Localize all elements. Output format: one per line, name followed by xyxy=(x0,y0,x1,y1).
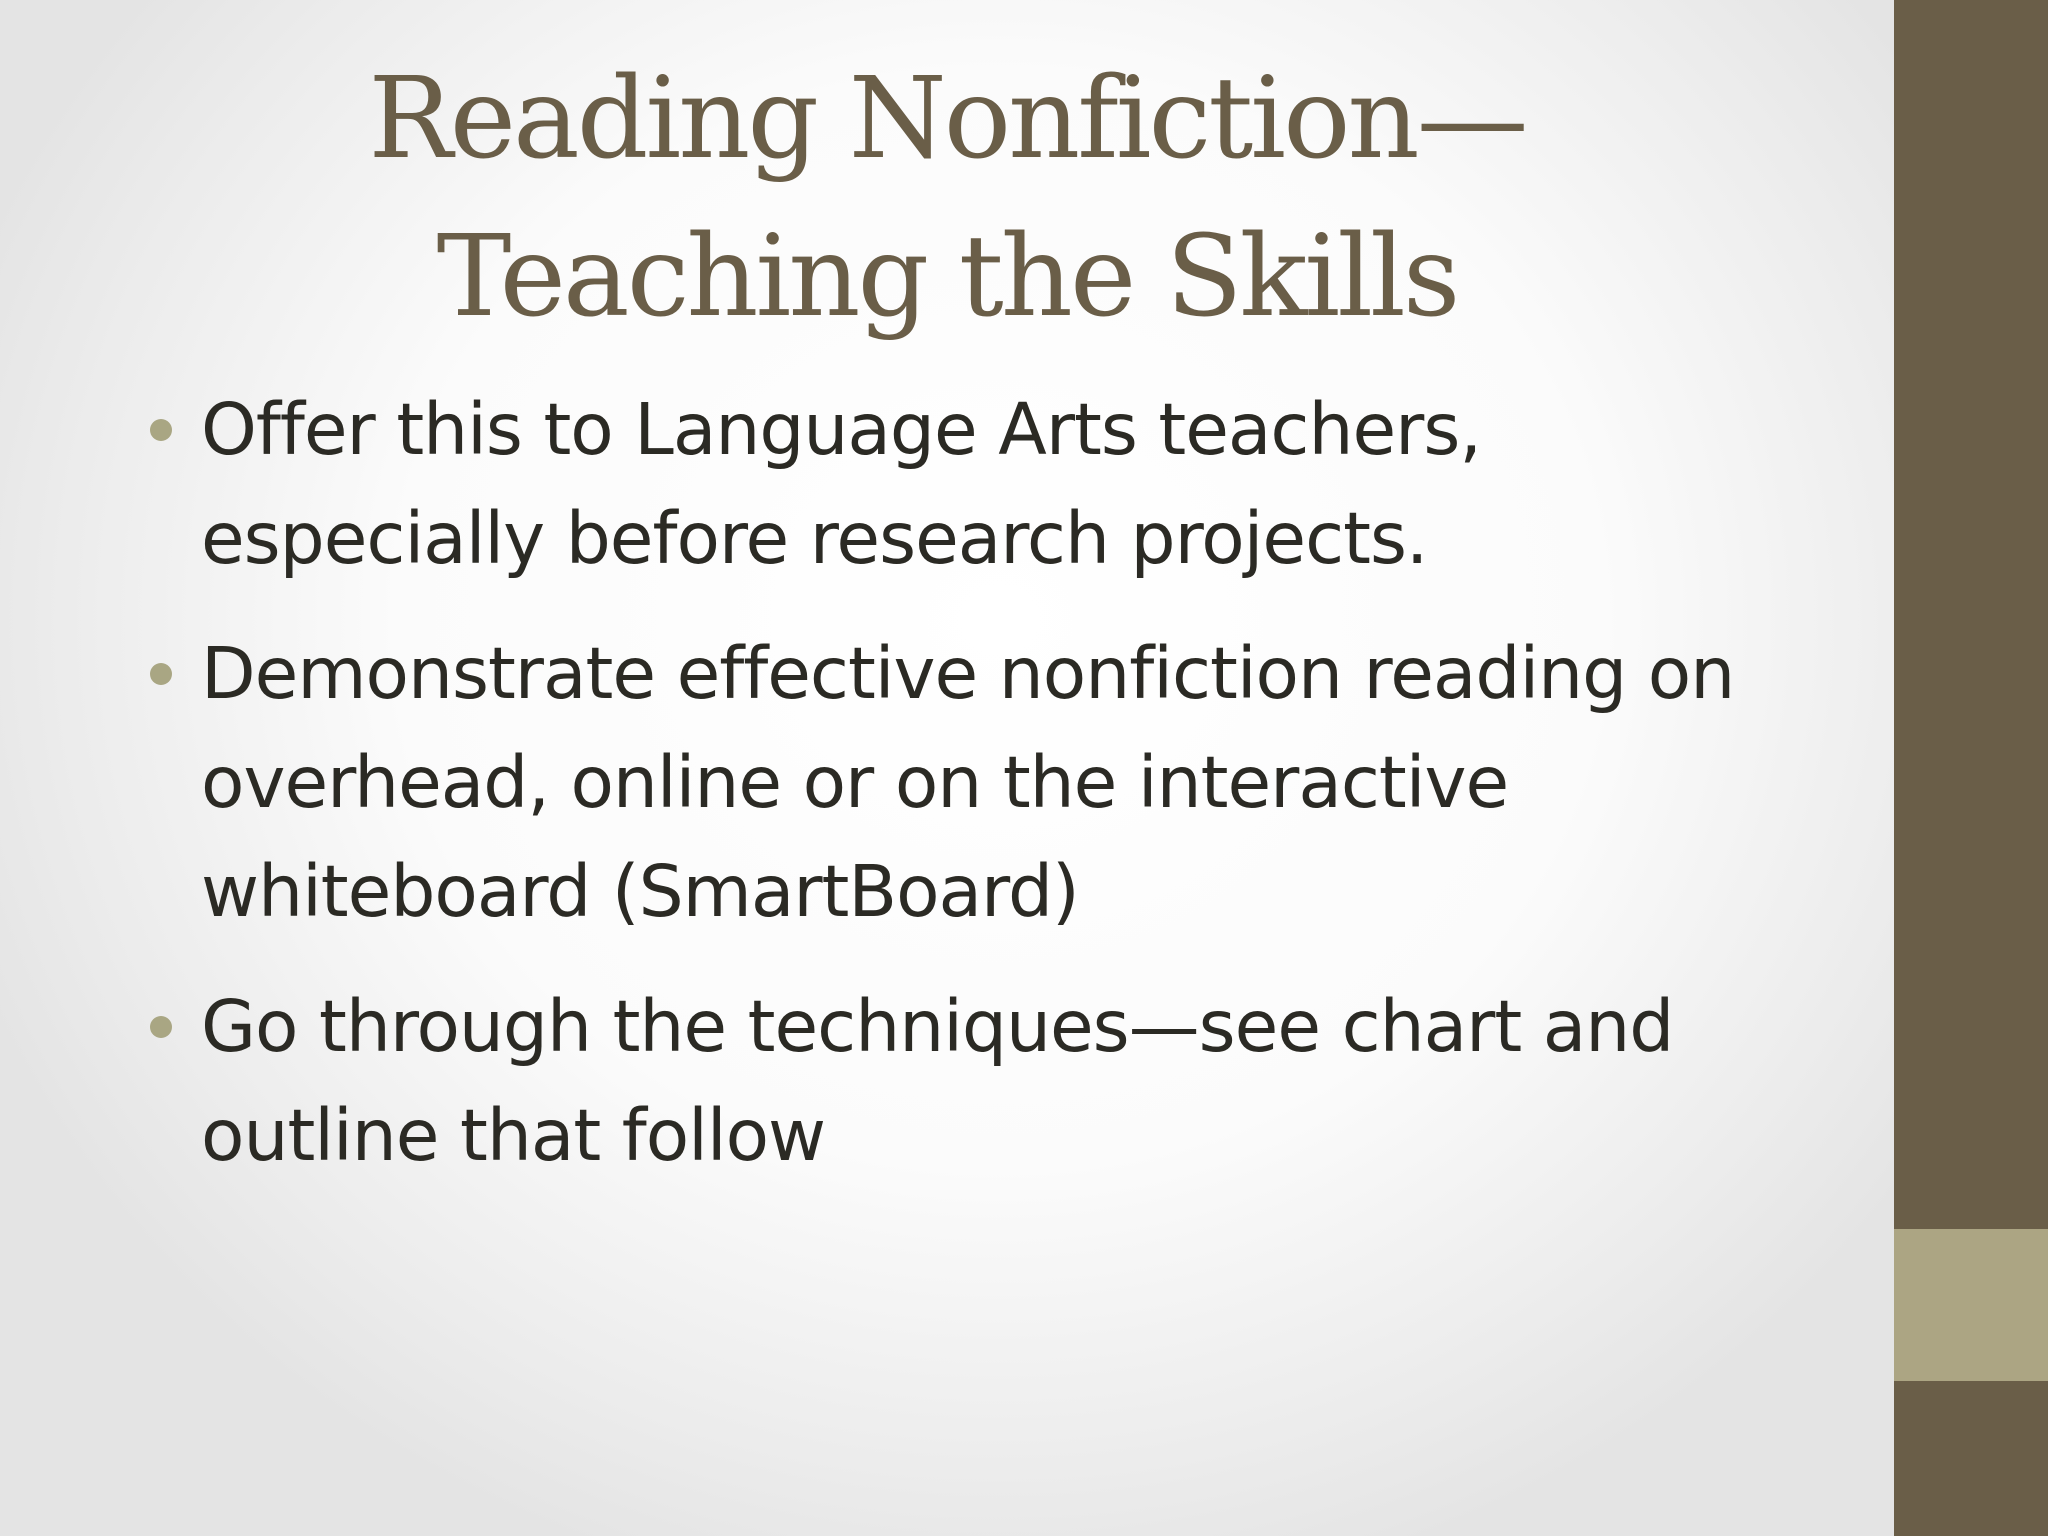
bullet-text: Go through the techniques—see chart and outline that follow xyxy=(201,985,1674,1177)
slide-title-line-2: Teaching the Skills xyxy=(436,212,1458,342)
decorative-sidebar-accent xyxy=(1894,1229,2048,1381)
bullet-list xyxy=(145,375,1825,1216)
slide-title xyxy=(0,40,1894,356)
bullet-item xyxy=(145,972,1825,1190)
bullet-dot-icon xyxy=(150,1016,172,1038)
bullet-text: Demonstrate effective nonfiction reading on overhead, online or on the interactive whiteboard (SmartBoard) xyxy=(201,632,1735,933)
bullet-item xyxy=(145,375,1825,593)
bullet-item xyxy=(145,619,1825,946)
bullet-dot-icon xyxy=(150,663,172,685)
bullet-dot-icon xyxy=(150,419,172,441)
slide-title-line-1: Reading Nonfiction— xyxy=(368,54,1526,184)
bullet-text: Offer this to Language Arts teachers, especially before research projects. xyxy=(201,388,1481,580)
